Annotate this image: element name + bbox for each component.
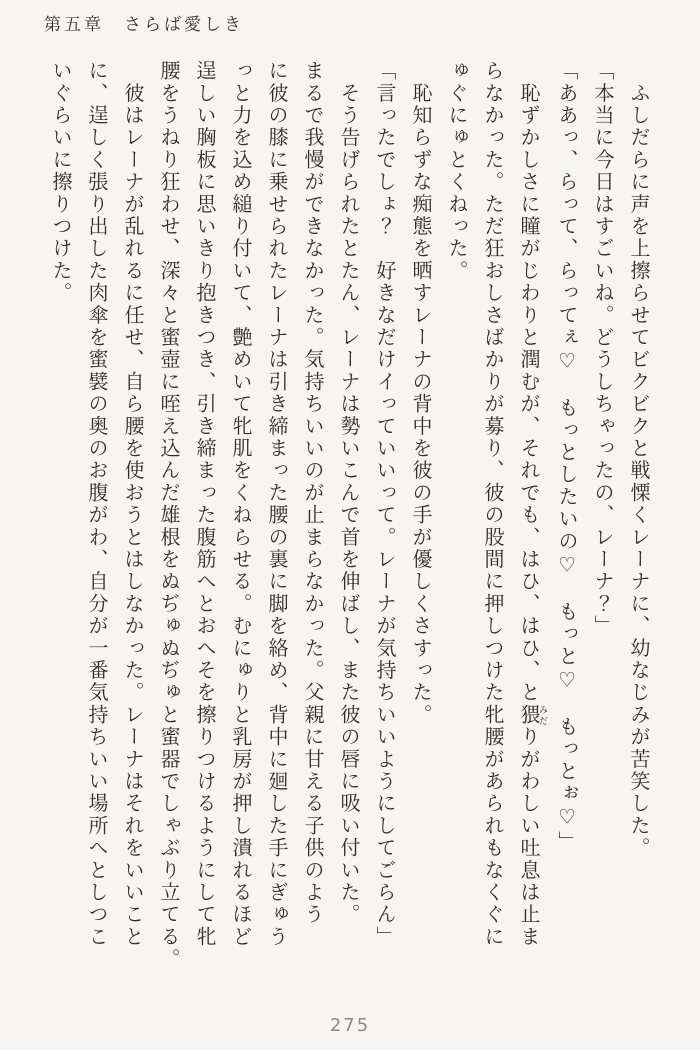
ruby-annotation: 猥 みだ <box>517 703 548 727</box>
chapter-header: 第五章 さらば愛しき <box>44 15 244 34</box>
text-line: いぐらいに擦りつけた。 <box>49 60 71 305</box>
page-number: 275 <box>329 1015 371 1036</box>
text-line: っと力を込め縋り付いて、艶めいて牝肌をくねらせる。むにゅりと乳房が押し潰れるほど <box>229 60 251 948</box>
text-line: 恥ずかしさに瞳がじわりと潤むが、それでも、はひ、はひ、と猥 みだりがわしい吐息は止ま <box>517 60 548 949</box>
text-line: 「ああっ、らって、らってぇ♡ もっとしたいの♡ もっと♡ もっとぉ♡」 <box>555 60 577 853</box>
text-line: ふしだらに声を上擦らせてビクビクと戦慄くレーナに、幼なじみが苦笑した。 <box>627 60 649 860</box>
text-line: 「言ったでしょ？ 好きなだけイっていいって。レーナが気持ちいいようにしてごらん」 <box>373 60 395 948</box>
text-line: 彼はレーナが乱れるに任せ、自ら腰を使おうとはしなかった。レーナはそれをいいこと <box>121 60 143 948</box>
text-line: そう告げられたとたん、レーナは勢いこんで首を伸ばし、また彼の唇に吸い付いた。 <box>337 60 359 926</box>
text-line: らなかった。ただ狂おしさばかりが募り、彼の股間に押しつけた牝腰があられもなくぐに <box>481 60 503 948</box>
text-line: ゅぐにゅとくねった。 <box>445 60 467 282</box>
text-line: 逞しい胸板に思いきり抱きつき、引き締まった腹筋へとおへそを擦りつけるようにして牝 <box>193 60 215 948</box>
text-line: 腰をうねり狂わせ、深々と蜜壺に咥え込んだ雄根をぬぢゅぬぢゅと蜜器でしゃぶり立てる。 <box>157 60 179 971</box>
text-line: に、逞しく張り出した肉傘を蜜襞の奥のお腹がわ、自分が一番気持ちいい場所へとしつこ <box>85 60 107 948</box>
text-line: 「本当に今日はすごいね。どうしちゃったの、レーナ？」 <box>591 60 613 638</box>
text-line: まるで我慢ができなかった。気持ちいいのが止まらなかった。父親に甘える子供のよう <box>301 60 323 926</box>
text-line: に彼の膝に乗せられたレーナは引き締まった腰の裏に脚を絡め、背中に廻した手にぎゅう <box>265 60 287 949</box>
text-line: 恥知らずな痴態を晒すレーナの背中を彼の手が優しくさすった。 <box>409 60 431 726</box>
page-body <box>42 60 656 992</box>
